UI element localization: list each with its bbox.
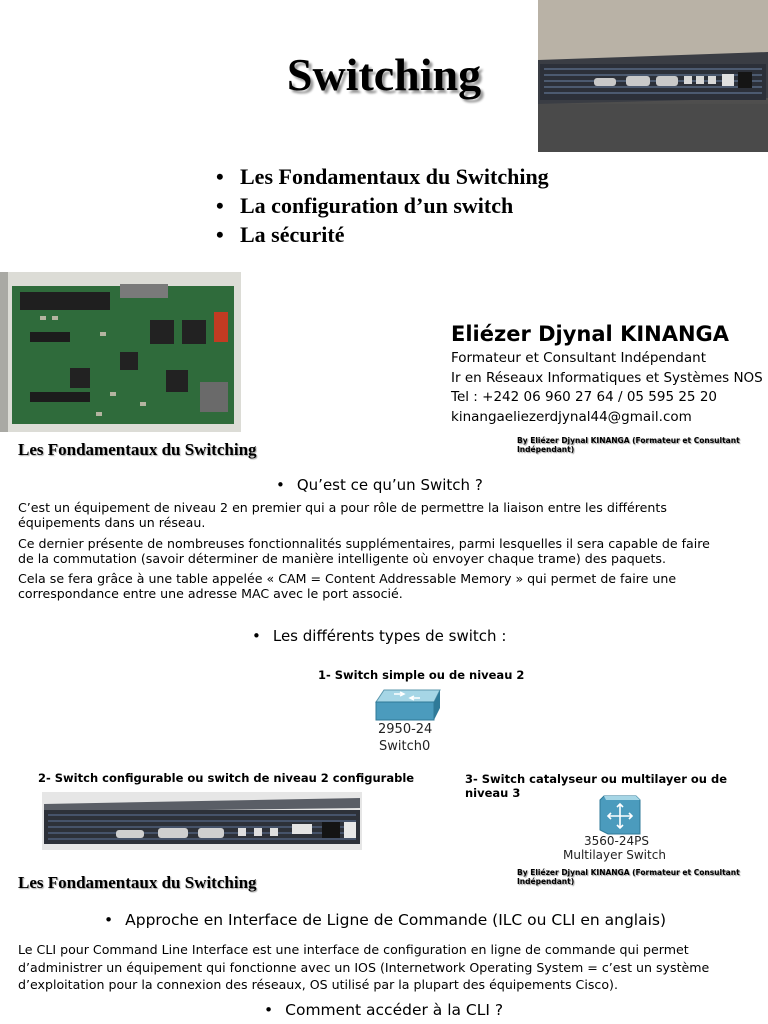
text-line: d’administrer un équipement qui fonctionne avec un IOS (Internetwork Operating System = c’est un système [18,959,710,975]
cli-bullet: • Approche en Interface de Ligne de Commande (ILC ou CLI en anglais) [104,911,667,929]
circuit-board-photo [0,272,241,432]
text-line: équipements dans un réseau. [18,515,206,530]
switch-photo-top [538,0,768,152]
cli-bullet-text: Approche en Interface de Ligne de Commande (ILC ou CLI en anglais) [125,911,667,929]
type2-caption: 2- Switch configurable ou switch de niveau 2 configurable [38,771,415,785]
author-phone: Tel : +242 06 960 27 64 / 05 595 25 20 [451,389,717,405]
switch-2950-icon [374,688,442,726]
author-block [451,322,763,427]
author-title: Formateur et Consultant Indépendant [451,350,706,366]
switch-2950-name: Switch0 [379,739,431,754]
cam-paragraph [18,571,756,601]
text-line: Ce dernier présente de nombreuses fonctionnalités supplémentaires, parmi lesquelles il sera capable de faire [18,536,710,551]
text-line: Le CLI pour Command Line Interface est une interface de configuration en ligne de commande qui permet [18,942,689,957]
text-line: C’est un équipement de niveau 2 en premier qui a pour rôle de permettre la liaison entre les différents [18,500,667,515]
switch-photo-middle [42,792,362,850]
multilayer-switch-name: Multilayer Switch [563,848,666,862]
topic-item: • La sécurité [216,220,549,249]
byline-2: By Eliézer Djynal KINANGA (Formateur et Consultant Indépendant) [517,868,740,886]
author-email: kinangaeliezerdjynal44@gmail.com [451,408,692,425]
question-text: Qu’est ce qu’un Switch ? [296,476,483,494]
features-paragraph [18,536,756,566]
section-heading: Les Fondamentaux du Switching [18,440,257,459]
text-line: de la commutation (savoir déterminer de manière intelligente où envoyer chaque trame) des paquets. [18,551,666,566]
text-line: Cela se fera grâce à une table appelée « CAM = Content Addressable Memory » qui permet de faire une [18,571,677,586]
topic-item: • La configuration d’un switch [216,191,549,220]
topic-list [216,162,549,249]
question-bullet: • Qu’est ce qu’un Switch ? [276,476,483,494]
page-title: Switching [286,49,482,100]
switch-2950-model: 2950-24 [378,722,433,737]
topic-item: • Les Fondamentaux du Switching [216,162,549,191]
access-cli-text: Comment accéder à la CLI ? [285,1001,504,1019]
types-bullet: • Les différents types de switch : [252,627,507,645]
access-cli-bullet: • Comment accéder à la CLI ? [264,1001,504,1019]
types-heading: Les différents types de switch : [272,627,507,645]
cli-paragraph [18,941,756,994]
author-name: Eliézer Djynal KINANGA [451,322,730,346]
type1-caption: 1- Switch simple ou de niveau 2 [318,668,525,682]
byline: By Eliézer Djynal KINANGA (Formateur et Consultant Indépendant) [517,436,740,454]
type3-caption: 3- Switch catalyseur ou multilayer ou de niveau 3 [465,772,727,800]
section-heading-2: Les Fondamentaux du Switching [18,873,257,892]
definition-paragraph [18,500,756,530]
multilayer-switch-model: 3560-24PS [584,834,649,848]
text-line: d’exploitation pour la connexion des réseaux, OS utilisé par la plupart des équipements Cisco). [18,977,618,992]
author-degree: Ir en Réseaux Informatiques et Systèmes NOS [451,369,763,386]
text-line: correspondance entre une adresse MAC avec le port associé. [18,586,403,601]
